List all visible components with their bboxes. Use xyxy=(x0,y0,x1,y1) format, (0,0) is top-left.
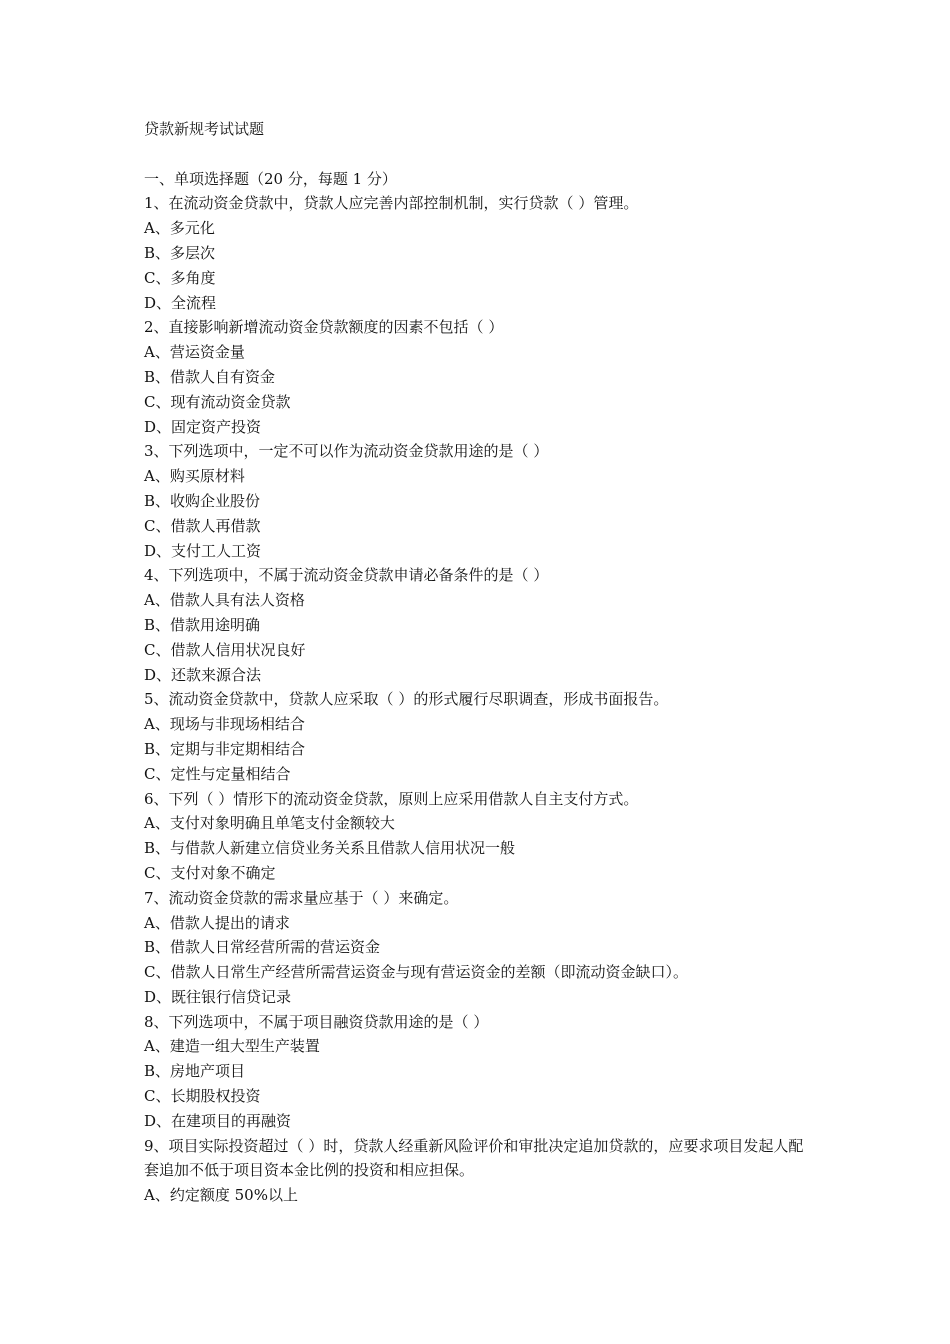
answer-option: C、支付对象不确定 xyxy=(144,863,276,882)
answer-option: D、全流程 xyxy=(144,293,217,312)
answer-option: C、多角度 xyxy=(144,268,216,287)
question-block xyxy=(144,1134,814,1208)
answer-option: B、与借款人新建立信贷业务关系且借款人信用状况一般 xyxy=(144,839,516,858)
question-stem: 3、下列选项中，一定不可以作为流动资金贷款用途的是（ ） xyxy=(144,442,549,461)
answer-option: C、长期股权投资 xyxy=(144,1087,261,1106)
answer-option: D、还款来源合法 xyxy=(144,665,262,684)
document-content xyxy=(144,117,814,1208)
answer-option: A、建造一组大型生产装置 xyxy=(144,1037,320,1056)
answer-option: B、借款人自有资金 xyxy=(144,367,276,386)
question-block xyxy=(144,787,814,886)
answer-option: D、固定资产投资 xyxy=(144,417,262,436)
question-block xyxy=(144,315,814,439)
section-heading: 一、单项选择题（20 分，每题 1 分） xyxy=(144,169,397,188)
answer-option: A、借款人具有法人资格 xyxy=(144,591,305,610)
answer-option: A、支付对象明确且单笔支付金额较大 xyxy=(144,814,395,833)
question-stem: 8、下列选项中，不属于项目融资贷款用途的是（ ） xyxy=(144,1012,489,1031)
question-block xyxy=(144,191,814,315)
answer-option: B、房地产项目 xyxy=(144,1062,246,1081)
question-block xyxy=(144,687,814,786)
answer-option: C、借款人再借款 xyxy=(144,516,261,535)
answer-option: B、借款人日常经营所需的营运资金 xyxy=(144,938,381,957)
document-title: 贷款新规考试试题 xyxy=(144,120,265,138)
answer-option: D、在建项目的再融资 xyxy=(144,1111,292,1130)
question-block xyxy=(144,563,814,687)
answer-option: A、多元化 xyxy=(144,219,215,238)
answer-option: B、多层次 xyxy=(144,243,216,262)
answer-option: C、借款人日常生产经营所需营运资金与现有营运资金的差额（即流动资金缺口）。 xyxy=(144,963,688,982)
answer-option: A、购买原材料 xyxy=(144,467,245,486)
answer-option: B、定期与非定期相结合 xyxy=(144,739,306,758)
question-stem: 2、直接影响新增流动资金贷款额度的因素不包括（ ） xyxy=(144,318,504,337)
answer-option: A、借款人提出的请求 xyxy=(144,913,290,932)
answer-option: A、约定额度 50%以上 xyxy=(144,1186,298,1205)
question-block xyxy=(144,886,814,1010)
question-stem: 5、流动资金贷款中，贷款人应采取（ ）的形式履行尽职调查，形成书面报告。 xyxy=(144,690,669,709)
answer-option: D、既往银行信贷记录 xyxy=(144,987,292,1006)
question-stem: 6、下列（ ）情形下的流动资金贷款，原则上应采用借款人自主支付方式。 xyxy=(144,789,639,808)
question-stem: 7、流动资金贷款的需求量应基于（ ）来确定。 xyxy=(144,888,459,907)
answer-option: C、现有流动资金贷款 xyxy=(144,392,291,411)
answer-option: C、借款人信用状况良好 xyxy=(144,640,306,659)
question-block xyxy=(144,1010,814,1134)
question-stem: 4、下列选项中，不属于流动资金贷款申请必备条件的是（ ） xyxy=(144,566,549,585)
answer-option: B、借款用途明确 xyxy=(144,615,261,634)
answer-option: D、支付工人工资 xyxy=(144,541,262,560)
answer-option: B、收购企业股份 xyxy=(144,491,261,510)
question-block xyxy=(144,439,814,563)
question-list xyxy=(144,191,814,1208)
question-stem: 9、项目实际投资超过（ ）时，贷款人经重新风险评价和审批决定追加贷款的，应要求项目发起人配套追加不低于项目资本金比例的投资和相应担保。 xyxy=(144,1136,804,1180)
answer-option: A、现场与非现场相结合 xyxy=(144,715,305,734)
answer-option: C、定性与定量相结合 xyxy=(144,764,291,783)
question-stem: 1、在流动资金贷款中，贷款人应完善内部控制机制，实行贷款（ ）管理。 xyxy=(144,194,639,213)
answer-option: A、营运资金量 xyxy=(144,343,245,362)
